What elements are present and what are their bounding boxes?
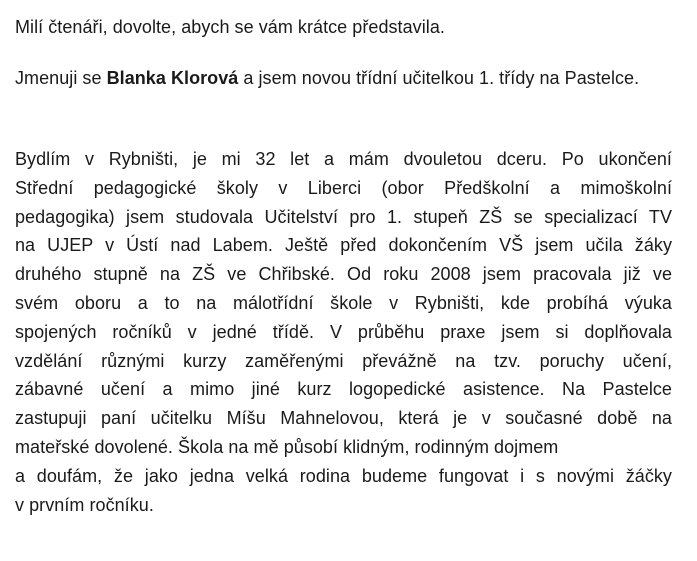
intro-text-after: a jsem novou třídní učitelkou 1. třídy na Pastelce.	[238, 68, 640, 88]
biography-line: zábavné učení a mimo jiné kurz logopedické asistence. Na Pastelce	[15, 379, 672, 400]
biography-line: na UJEP v Ústí nad Labem. Ještě před dokončením VŠ jsem učila žáky	[15, 235, 672, 256]
intro-text-before: Jmenuji se	[15, 68, 107, 88]
biography-line: zastupuji paní učitelku Míšu Mahnelovou, která je v současné době na	[15, 408, 672, 429]
biography-paragraph	[15, 145, 672, 519]
biography-line: Střední pedagogické školy v Liberci (obor Předškolní a mimoškolní	[15, 177, 672, 198]
biography-line: mateřské dovolené. Škola na mě působí klidným, rodinným dojmem	[15, 436, 559, 457]
biography-line: svém oboru a to na málotřídní škole v Rybništi, kde probíhá výuka	[15, 292, 672, 313]
biography-line: a doufám, že jako jedna velká rodina budeme fungovat i s novými žáčky	[15, 465, 672, 486]
teacher-name: Blanka Klorová	[106, 68, 239, 88]
biography-line: v prvním ročníku.	[15, 494, 154, 515]
biography-line: vzdělání různými kurzy zaměřenými převážně na tzv. poruchy učení,	[15, 350, 672, 371]
biography-line: spojených ročníků v jedné třídě. V průběhu praxe jsem si doplňovala	[15, 321, 672, 342]
greeting-paragraph: Milí čtenáři, dovolte, abych se vám krátce představila.	[15, 17, 445, 37]
biography-line: druhého stupně na ZŠ ve Chřibské. Od roku 2008 jsem pracovala již ve	[15, 264, 672, 285]
biography-line: Bydlím v Rybništi, je mi 32 let a mám dvouletou dceru. Po ukončení	[15, 149, 672, 169]
biography-line: pedagogika) jsem studovala Učitelství pro 1. stupeň ZŠ se specializací TV	[15, 206, 672, 227]
intro-paragraph	[15, 64, 672, 92]
